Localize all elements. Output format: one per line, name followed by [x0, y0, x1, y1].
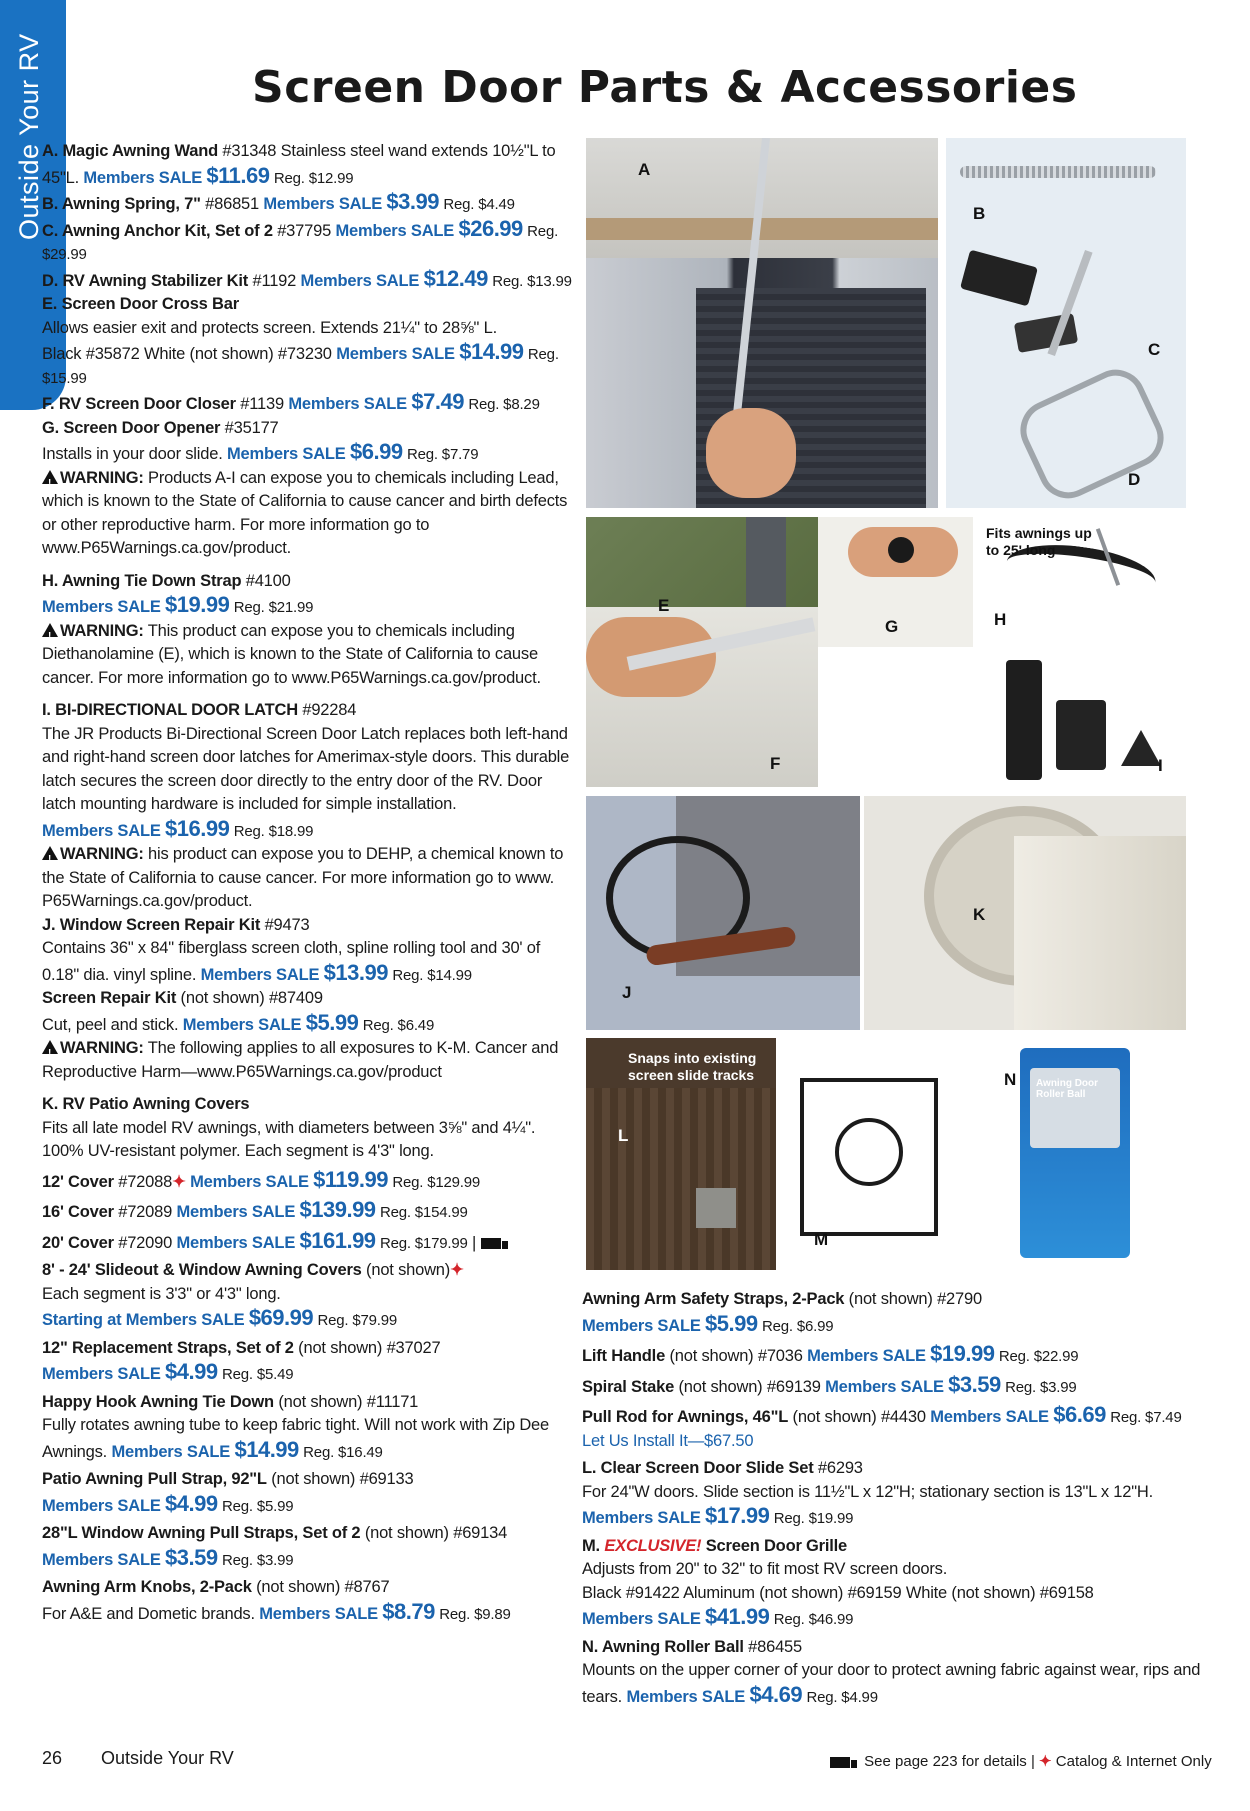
catalog-star-icon: ✦	[450, 1261, 464, 1279]
warning-icon	[42, 470, 58, 484]
warning-icon	[42, 846, 58, 860]
warning-1: !WARNING: Products A-I can expose you to chemicals including Lead, which is known to the State of California to cause cancer and birth defects or other reproductive harm. For more information go to www.P65Warnings.ca.gov/product.	[42, 467, 572, 561]
product-k-20: 20' Cover #72090 Members SALE $161.99 Reg. $179.99 |	[42, 1229, 572, 1256]
caption-snaps-into-tracks: Snaps into existing screen slide tracks	[628, 1050, 757, 1083]
truck-icon	[481, 1238, 501, 1249]
warning-4: !WARNING: The following applies to all exposures to K-M. Cancer and Reproductive Harm—www.P65Warnings.ca.gov/product	[42, 1037, 572, 1084]
photo-label-c: C	[1148, 340, 1161, 359]
warning-icon	[42, 1040, 58, 1054]
product-m: M. EXCLUSIVE! Screen Door Grille Adjusts from 20" to 32" to fit most RV screen doors. Black #91422 Aluminum (not shown) #69159 White (not shown) #69158 Members SALE $41.99 Reg. $46.99	[582, 1536, 1094, 1629]
photo-label-k: K	[973, 905, 986, 924]
photo-awning-roller-ball	[970, 1038, 1186, 1270]
footer-separator: |	[1030, 1753, 1035, 1770]
footer-section: Outside Your RV	[101, 1748, 234, 1768]
product-arm-safety-straps: Awning Arm Safety Straps, 2-Pack (not shown) #2790 Members SALE $5.99 Reg. $6.99	[582, 1290, 982, 1336]
product-h: H. Awning Tie Down Strap #4100 Members SALE $19.99 Reg. $21.99	[42, 571, 314, 617]
caption-fits-awnings: Fits awnings up to 25' long	[986, 525, 1092, 558]
photo-label-n: N	[1004, 1070, 1017, 1089]
photo-label-m: M	[814, 1230, 829, 1249]
product-a: A. Magic Awning Wand #31348 Stainless steel wand extends 10½"L to 45"L. Members SALE $11.69 Reg. $12.99	[42, 142, 556, 188]
product-i: I. BI-DIRECTIONAL DOOR LATCH #92284 The JR Products Bi-Directional Screen Door Latch replaces both left-hand and right-hand screen door latches for Amerimax-style doors. This durable latch secures the screen door directly to the entry door of the RV. Door latch mounting hardware is included for simple installation. Members SALE $16.99 Reg. $18.99	[42, 701, 570, 841]
photo-label-b: B	[973, 204, 986, 223]
truck-icon	[830, 1757, 850, 1768]
page-number: 26	[42, 1748, 63, 1768]
photo-label-d: D	[1128, 470, 1141, 489]
package-label: Awning Door Roller Ball	[1036, 1078, 1099, 1100]
product-j: J. Window Screen Repair Kit #9473 Contains 36" x 84" fiberglass screen cloth, spline rolling tool and 30' of 0.18" dia. vinyl spline. Members SALE $13.99 Reg. $14.99	[42, 915, 541, 985]
product-lift-handle: Lift Handle (not shown) #7036 Members SALE $19.99 Reg. $22.99	[582, 1341, 1079, 1366]
product-replacement-straps: 12" Replacement Straps, Set of 2 (not shown) #37027 Members SALE $4.99 Reg. $5.49	[42, 1338, 441, 1384]
footer-catalog-only: Catalog & Internet Only	[1055, 1753, 1212, 1770]
side-tab-label: Outside Your RV	[14, 33, 44, 240]
photo-label-e: E	[658, 596, 670, 615]
photo-label-f: F	[770, 754, 781, 773]
product-arm-knobs: Awning Arm Knobs, 2-Pack (not shown) #8767 For A&E and Dometic brands. Members SALE $8.79 Reg. $9.89	[42, 1578, 511, 1624]
footer-right	[830, 1752, 1212, 1770]
product-patio-pull-strap: Patio Awning Pull Strap, 92"L (not shown) #69133 Members SALE $4.99 Reg. $5.99	[42, 1470, 414, 1516]
photo-patio-awning-cover	[864, 796, 1186, 1030]
product-k-16: 16' Cover #72089 Members SALE $139.99 Reg. $154.99	[42, 1197, 468, 1222]
product-n: N. Awning Roller Ball #86455 Mounts on the upper corner of your door to protect awning fabric against wear, rips and tears. Members SALE $4.69 Reg. $4.99	[582, 1637, 1201, 1707]
photo-magic-awning-wand	[586, 138, 938, 508]
photo-label-i: I	[1158, 756, 1163, 775]
page-title: Screen Door Parts & Accessories	[252, 62, 1078, 113]
package-brand: AWNING	[1004, 1131, 1017, 1177]
product-pull-rod: Pull Rod for Awnings, 46"L (not shown) #4430 Members SALE $6.69 Reg. $7.49 Let Us Install It—$67.50	[582, 1402, 1182, 1450]
product-e: E. Screen Door Cross Bar Allows easier exit and protects screen. Extends 21¼" to 28⅝" L. Black #35872 White (not shown) #73230 Members SALE $14.99 Reg. $15.99	[42, 295, 559, 387]
catalog-star-icon: ✦	[1039, 1753, 1052, 1770]
right-column	[582, 1288, 1202, 1709]
product-screen-repair-kit: Screen Repair Kit (not shown) #87409 Cut, peel and stick. Members SALE $5.99 Reg. $6.49	[42, 989, 435, 1035]
product-spiral-stake: Spiral Stake (not shown) #69139 Members SALE $3.59 Reg. $3.99	[582, 1371, 1077, 1397]
product-l: L. Clear Screen Door Slide Set #6293 For 24"W doors. Slide section is 11½"L x 12"H; stationary section is 13"L x 12"H. Members SALE $17.99 Reg. $19.99	[582, 1459, 1153, 1528]
warning-2: !WARNING: This product can expose you to chemicals including Diethanolamine (E), which is known to the State of California to cause cancer. For more information go to www.P65Warnings.ca.gov/product.	[42, 620, 572, 691]
photo-screen-door-grille	[780, 1038, 958, 1270]
product-g: G. Screen Door Opener #35177 Installs in your door slide. Members SALE $6.99 Reg. $7.79	[42, 418, 479, 464]
product-b: B. Awning Spring, 7" #86851 Members SALE $3.99 Reg. $4.49	[42, 189, 515, 214]
product-slideout-covers: 8' - 24' Slideout & Window Awning Covers (not shown)✦ Each segment is 3'3" or 4'3" long. Starting at Members SALE $69.99 Reg. $79.99	[42, 1261, 464, 1330]
photo-label-l: L	[618, 1126, 629, 1145]
footer-note: See page 223 for details	[864, 1753, 1027, 1770]
photo-screen-door-cross-bar	[586, 517, 818, 787]
photo-label-h: H	[994, 610, 1007, 629]
left-column	[42, 140, 572, 1626]
product-happy-hook: Happy Hook Awning Tie Down (not shown) #11171 Fully rotates awning tube to keep fabric tight. Will not work with Zip Dee Awnings. Members SALE $14.99 Reg. $16.49	[42, 1392, 550, 1462]
install-link[interactable]: Let Us Install It—$67.50	[582, 1431, 754, 1450]
warning-icon	[42, 623, 58, 637]
product-window-pull-straps: 28"L Window Awning Pull Straps, Set of 2 (not shown) #69134 Members SALE $3.59 Reg. $3.99	[42, 1524, 508, 1570]
photo-label-a: A	[638, 160, 651, 179]
footer-left	[42, 1748, 234, 1769]
warning-3: !WARNING: his product can expose you to DEHP, a chemical known to the State of California to cause cancer. For more information go to www. P65Warnings.ca.gov/product.	[42, 843, 572, 914]
product-k-12: 12' Cover #72088✦ Members SALE $119.99 Reg. $129.99	[42, 1166, 481, 1192]
photo-door-latch	[976, 650, 1186, 787]
product-d: D. RV Awning Stabilizer Kit #1192 Members SALE $12.49 Reg. $13.99	[42, 265, 572, 291]
product-c: C. Awning Anchor Kit, Set of 2 #37795 Members SALE $26.99 Reg. $29.99	[42, 215, 559, 263]
photo-awning-parts	[946, 138, 1186, 508]
photo-label-j: J	[622, 983, 632, 1002]
product-k: K. RV Patio Awning Covers Fits all late model RV awnings, with diameters between 3⅝" and 4¼". 100% UV-resistant polymer. Each segment is 4'3" long.	[42, 1095, 536, 1160]
product-f: F. RV Screen Door Closer #1139 Members SALE $7.49 Reg. $8.29	[42, 389, 540, 414]
catalog-star-icon: ✦	[172, 1172, 186, 1191]
photo-label-g: G	[885, 617, 899, 636]
